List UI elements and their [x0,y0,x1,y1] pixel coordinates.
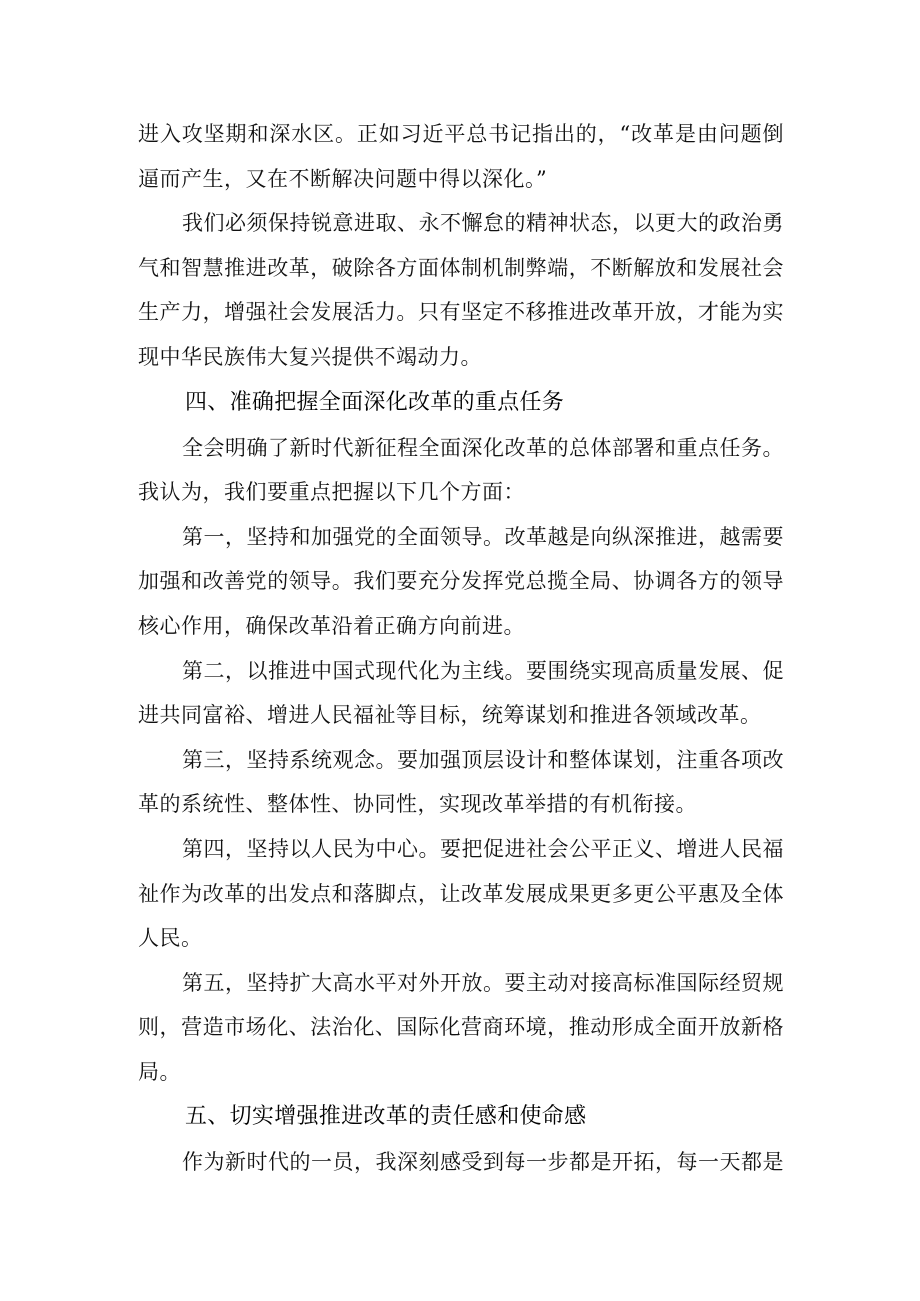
paragraph-point-5: 第五，坚持扩大高水平对外开放。要主动对接高标准国际经贸规则，营造市场化、法治化、国际化营商环境，推动形成全面开放新格局。 [138,970,784,1084]
paragraph-point-2: 第二，以推进中国式现代化为主线。要围绕实现高质量发展、促进共同富裕、增进人民福祉等目标，统筹谋划和推进各领域改革。 [138,658,784,728]
section-heading-5: 五、切实增强推进改革的责任感和使命感 [185,1104,587,1130]
paragraph-point-1: 第一，坚持和加强党的全面领导。改革越是向纵深推进，越需要加强和改善党的领导。我们要充分发挥党总揽全局、协调各方的领导核心作用，确保改革沿着正确方向前进。 [138,524,784,638]
paragraph-point-4: 第四，坚持以人民为中心。要把促进社会公平正义、增进人民福祉作为改革的出发点和落脚点，让改革发展成果更多更公平惠及全体人民。 [138,836,784,951]
document-body [138,112,784,1185]
paragraph-key-tasks-intro: 全会明确了新时代新征程全面深化改革的总体部署和重点任务。我认为，我们要重点把握以下几个方面： [138,435,784,505]
paragraph-continuation: 进入攻坚期和深水区。正如习近平总书记指出的，“改革是由问题倒逼而产生，又在不断解决问题中得以深化。” [138,122,784,191]
paragraph-responsibility: 作为新时代的一员，我深刻感受到每一步都是开拓，每一天都是 [182,1150,784,1175]
paragraph-point-3: 第三，坚持系统观念。要加强顶层设计和整体谋划，注重各项改革的系统性、整体性、协同性，实现改革举措的有机衔接。 [138,747,784,817]
paragraph-reform-spirit: 我们必须保持锐意进取、永不懈怠的精神状态，以更大的政治勇气和智慧推进改革，破除各方面体制机制弊端，不断解放和发展社会生产力，增强社会发展活力。只有坚定不移推进改革开放，才能为实现中华民族伟大复兴提供不竭动力。 [138,211,784,369]
section-heading-4: 四、准确把握全面深化改革的重点任务 [185,389,565,415]
